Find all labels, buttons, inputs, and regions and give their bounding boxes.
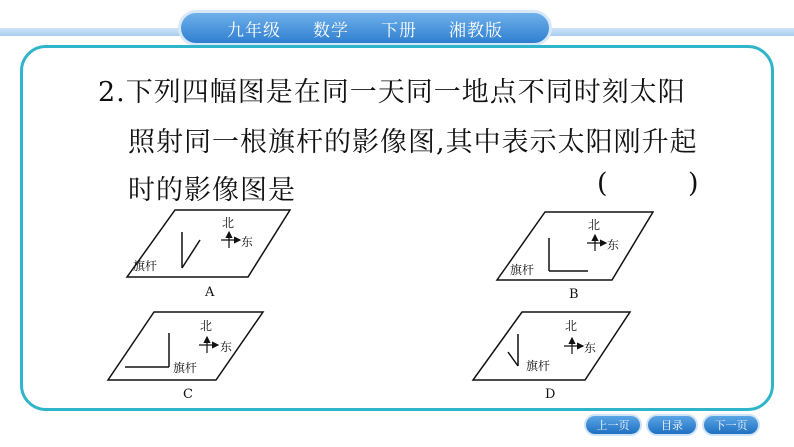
header-publisher: 湘教版: [449, 20, 503, 41]
label-a: A: [205, 285, 215, 300]
label-b: B: [569, 287, 579, 302]
label-c: C: [183, 387, 193, 402]
east-label-a: 东: [241, 235, 254, 249]
east-label-b: 东: [607, 238, 620, 252]
next-page-button[interactable]: 下一页: [702, 414, 760, 436]
question-number: 2.: [98, 77, 126, 108]
figure-d: [473, 312, 630, 402]
answer-paren-close: ): [688, 168, 699, 199]
north-label-b: 北: [588, 218, 601, 232]
table-of-contents-button[interactable]: 目录: [646, 414, 698, 436]
shadow-d: [508, 352, 518, 366]
question-line-3: 时的影像图是: [128, 175, 296, 206]
east-label-d: 东: [584, 341, 597, 355]
header-grade: 九年级: [227, 20, 281, 41]
north-label-a: 北: [222, 216, 235, 230]
pole-label-c: 旗杆: [173, 361, 198, 375]
shadow-a: [182, 240, 200, 268]
north-label-d: 北: [565, 319, 578, 333]
pole-label-b: 旗杆: [510, 263, 535, 277]
label-d: D: [545, 387, 556, 402]
pole-label-d: 旗杆: [526, 359, 551, 373]
figure-b: [497, 212, 653, 302]
question-text-1: 下列四幅图是在同一天同一地点不同时刻太阳: [125, 77, 686, 108]
header-volume: 下册: [381, 20, 417, 41]
answer-paren-open: (: [597, 168, 608, 199]
north-label-c: 北: [200, 319, 213, 333]
pole-label-a: 旗杆: [133, 259, 158, 273]
figure-c: [108, 312, 263, 402]
header-subject: 数学: [313, 20, 349, 41]
question-line-2: 照射同一根旗杆的影像图,其中表示太阳刚升起: [128, 127, 698, 158]
prev-page-button[interactable]: 上一页: [584, 414, 642, 436]
east-label-c: 东: [220, 340, 233, 354]
ground-d: [473, 312, 630, 380]
figure-a: [127, 210, 290, 300]
